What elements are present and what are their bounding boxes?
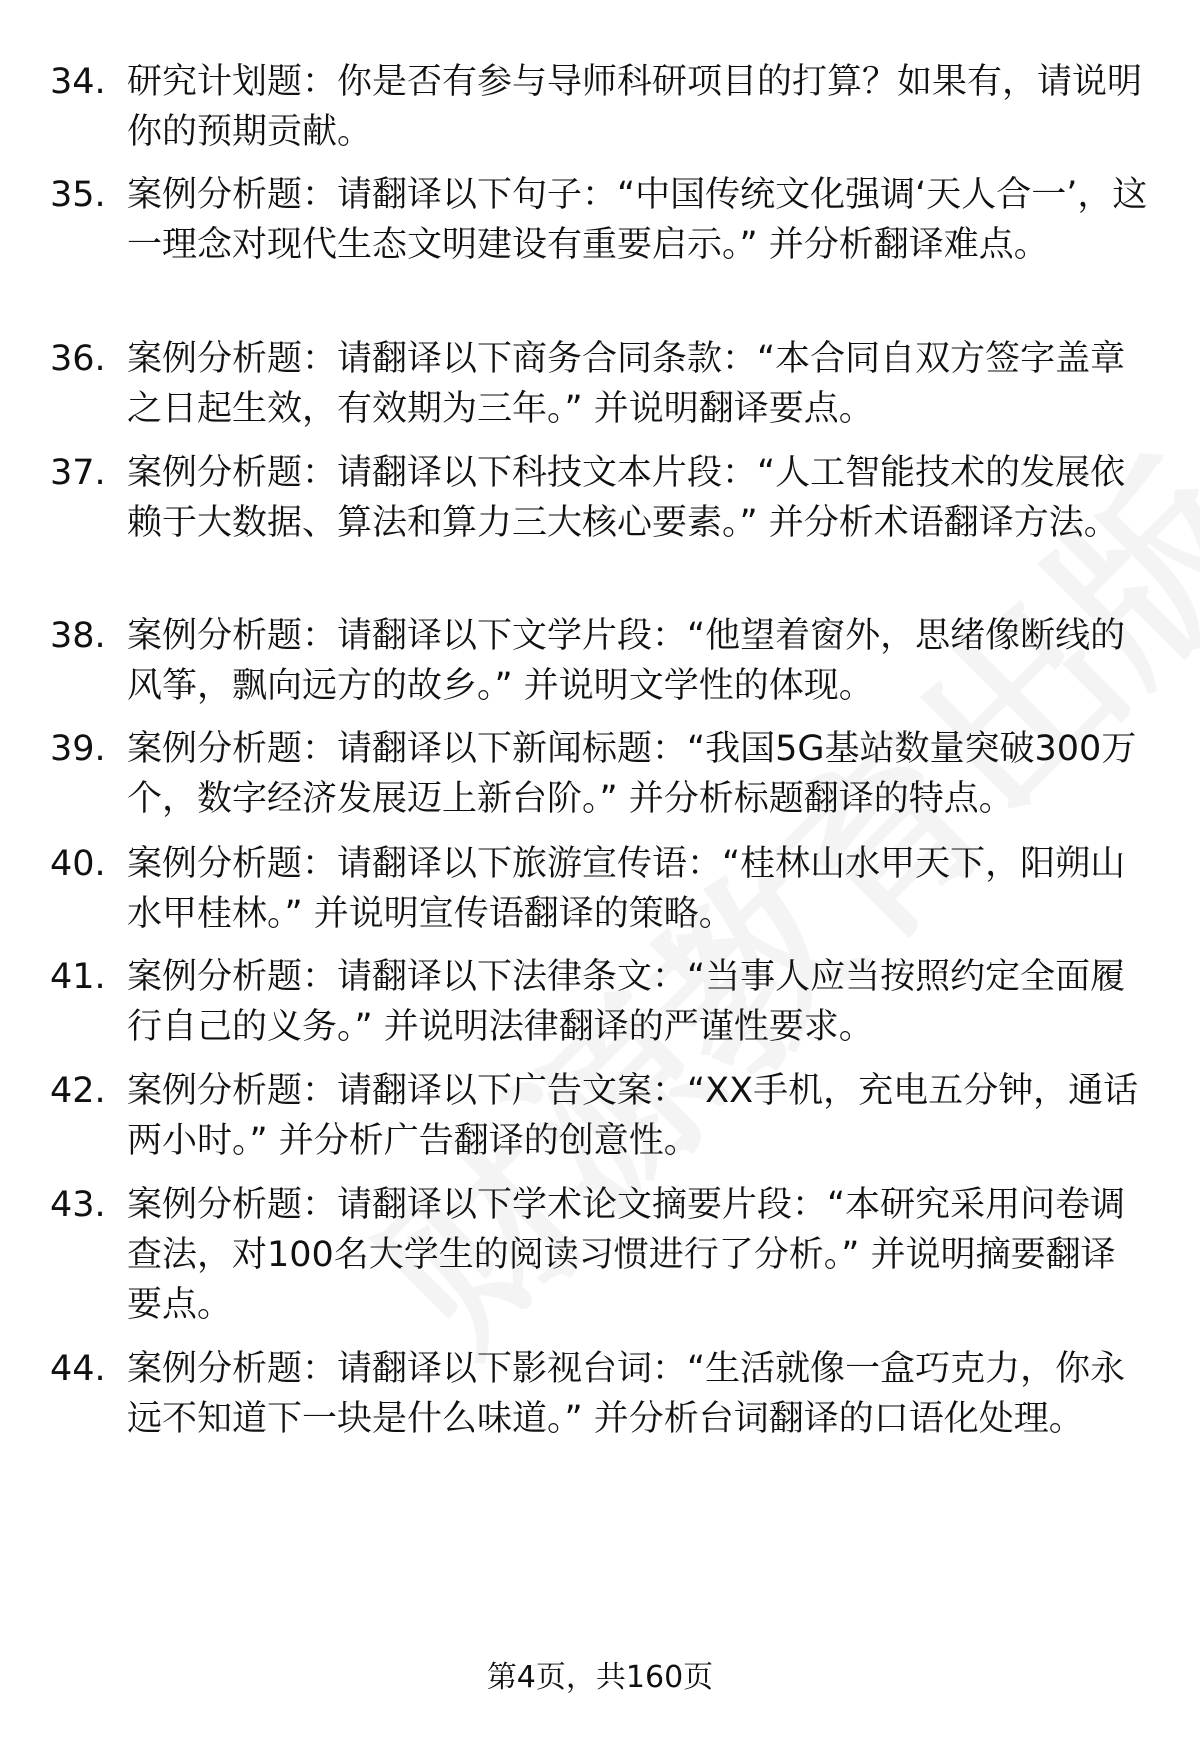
question-text: 案例分析题：请翻译以下学术论文摘要片段：“本研究采用问卷调查法，对100名大学生的阅读习惯进行了分析。” 并说明摘要翻译要点。 <box>127 1185 1126 1325</box>
question-40 <box>50 839 1150 939</box>
question-36 <box>50 334 1150 434</box>
question-37 <box>50 448 1150 548</box>
question-text: 研究计划题：你是否有参与导师科研项目的打算？如果有，请说明你的预期贡献。 <box>127 62 1143 152</box>
question-34 <box>50 57 1150 157</box>
question-number: 34. <box>50 62 106 102</box>
question-number: 43. <box>50 1185 106 1225</box>
question-number: 41. <box>50 957 106 997</box>
question-41 <box>50 952 1150 1052</box>
question-38 <box>50 611 1150 711</box>
question-number: 44. <box>50 1349 106 1389</box>
question-text: 案例分析题：请翻译以下影视台词：“生活就像一盒巧克力，你永远不知道下一块是什么味道。” 并分析台词翻译的口语化处理。 <box>127 1349 1126 1439</box>
question-35 <box>50 170 1150 270</box>
question-number: 39. <box>50 729 106 769</box>
question-text: 案例分析题：请翻译以下旅游宣传语：“桂林山水甲天下，阳朔山水甲桂林。” 并说明宣传语翻译的策略。 <box>127 844 1126 934</box>
question-text: 案例分析题：请翻译以下商务合同条款：“本合同自双方签字盖章之日起生效，有效期为三年。” 并说明翻译要点。 <box>127 339 1126 429</box>
question-39 <box>50 724 1150 824</box>
page-footer: 第4页，共160页 <box>486 1660 714 1695</box>
question-text: 案例分析题：请翻译以下广告文案：“XX手机，充电五分钟，通话两小时。” 并分析广告翻译的创意性。 <box>127 1071 1139 1161</box>
question-number: 38. <box>50 616 106 656</box>
question-43 <box>50 1180 1150 1330</box>
question-number: 42. <box>50 1071 106 1111</box>
question-42 <box>50 1066 1150 1166</box>
question-text: 案例分析题：请翻译以下句子：“中国传统文化强调‘天人合一’，这一理念对现代生态文明建设有重要启示。” 并分析翻译难点。 <box>127 175 1148 265</box>
question-text: 案例分析题：请翻译以下科技文本片段：“人工智能技术的发展依赖于大数据、算法和算力三大核心要素。” 并分析术语翻译方法。 <box>127 453 1126 543</box>
question-text: 案例分析题：请翻译以下新闻标题：“我国5G基站数量突破300万个，数字经济发展迈上新台阶。” 并分析标题翻译的特点。 <box>127 729 1137 819</box>
question-number: 36. <box>50 339 106 379</box>
question-text: 案例分析题：请翻译以下法律条文：“当事人应当按照约定全面履行自己的义务。” 并说明法律翻译的严谨性要求。 <box>127 957 1126 1047</box>
question-number: 40. <box>50 844 106 884</box>
question-44 <box>50 1344 1150 1444</box>
question-text: 案例分析题：请翻译以下文学片段：“他望着窗外，思绪像断线的风筝，飘向远方的故乡。” 并说明文学性的体现。 <box>127 616 1126 706</box>
question-number: 35. <box>50 175 106 215</box>
question-number: 37. <box>50 453 106 493</box>
